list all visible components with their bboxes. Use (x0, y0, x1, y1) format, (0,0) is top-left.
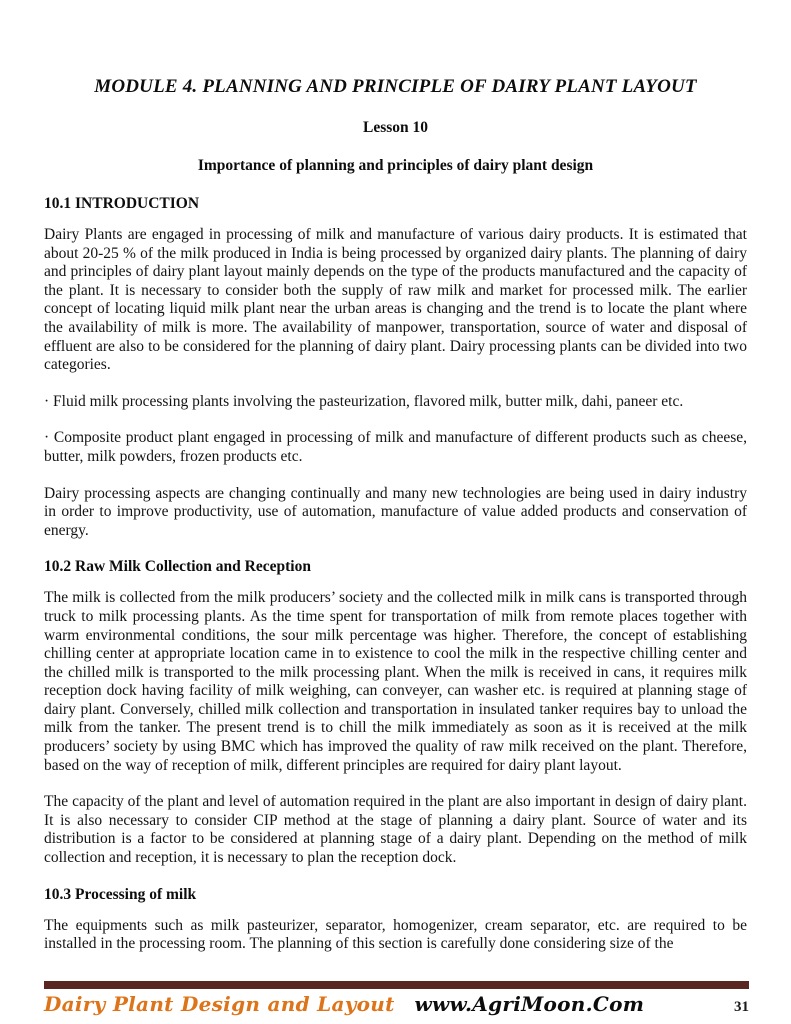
section-heading-raw-milk-collection: 10.2 Raw Milk Collection and Reception (44, 558, 311, 576)
section-heading-introduction: 10.1 INTRODUCTION (44, 195, 200, 212)
section-heading-processing-of-milk: 10.3 Processing of milk (44, 885, 197, 903)
module-title: MODULE 4. PLANNING AND PRINCIPLE OF DAIRY PLANT LAYOUT (94, 76, 697, 97)
footer-divider-bar (44, 981, 749, 989)
paragraph-new-technologies: Dairy processing aspects are changing continually and many new technologies are being used in dairy industry in order to improve productivity, use of automation, manufacture of value added products and conservation of energy. (44, 484, 747, 539)
bullet-fluid-milk-plants: · Fluid milk processing plants involving the pasteurization, flavored milk, butter milk, dahi, paneer etc. (44, 392, 684, 410)
bullet-composite-product-plants: · Composite product plant engaged in processing of milk and manufacture of different products such as cheese, butter, milk powders, frozen products etc. (44, 429, 747, 465)
footer-page-number: 31 (734, 999, 749, 1015)
paragraph-raw-milk-collection: The milk is collected from the milk producers’ society and the collected milk in milk cans is transported through truck to milk processing plants. As the time spent for transportation of milk from remote places together with warm environmental conditions, the sour milk percentage was higher. Therefore, the concept of establishing chilling center at appropriate location came in to existence to cool the milk in the respective chilling center and the chilled milk is transported to the milk processing plant. When the milk is received in cans, it requires milk reception dock having facility of milk weighing, can conveyer, can washer etc. is required at planning stage of dairy plant. Conversely, chilled milk collection and transportation in insulated tanker requires bay to unload the milk from the tanker. The present trend is to chill the milk immediately as soon as it is received at the milk producers’ society by using BMC which has improved the quality of raw milk received on the plant. Therefore, based on the way of reception of milk, different principles are required for dairy plant layout. (44, 589, 747, 774)
footer-website: www.AgriMoon.Com (414, 992, 645, 1016)
paragraph-introduction: Dairy Plants are engaged in processing of milk and manufacture of various dairy products. It is estimated that about 20-25 % of the milk produced in India is being processed by organized dairy plants. The planning of dairy and principles of dairy plant layout mainly depends on the type of the products manufactured and the capacity of the plant. It is necessary to consider both the supply of raw milk and market for processed milk. The earlier concept of locating liquid milk plant near the urban areas is changing and the trend is to locate the plant where the availability of milk is more. The availability of manpower, transportation, source of water and disposal of effluent are also to be considered for the planning of dairy plant. Dairy processing plants can be divided into two categories. (44, 226, 747, 374)
footer-book-title: Dairy Plant Design and Layout (44, 992, 395, 1016)
lesson-number: Lesson 10 (362, 119, 429, 136)
paragraph-processing-equipment: The equipments such as milk pasteurizer, separator, homogenizer, cream separator, etc. are required to be installed in the processing room. The planning of this section is carefully done considering size of the (44, 916, 747, 953)
lesson-subtitle: Importance of planning and principles of dairy plant design (197, 157, 594, 174)
page-footer (44, 981, 749, 1016)
paragraph-plant-capacity: The capacity of the plant and level of automation required in the plant are also important in design of dairy plant. It is also necessary to consider CIP method at the stage of planning a dairy plant. Source of water and its distribution is a factor to be considered at planning stage of a dairy plant. Depending on the method of milk collection and reception, it is necessary to plan the reception dock. (44, 793, 747, 867)
